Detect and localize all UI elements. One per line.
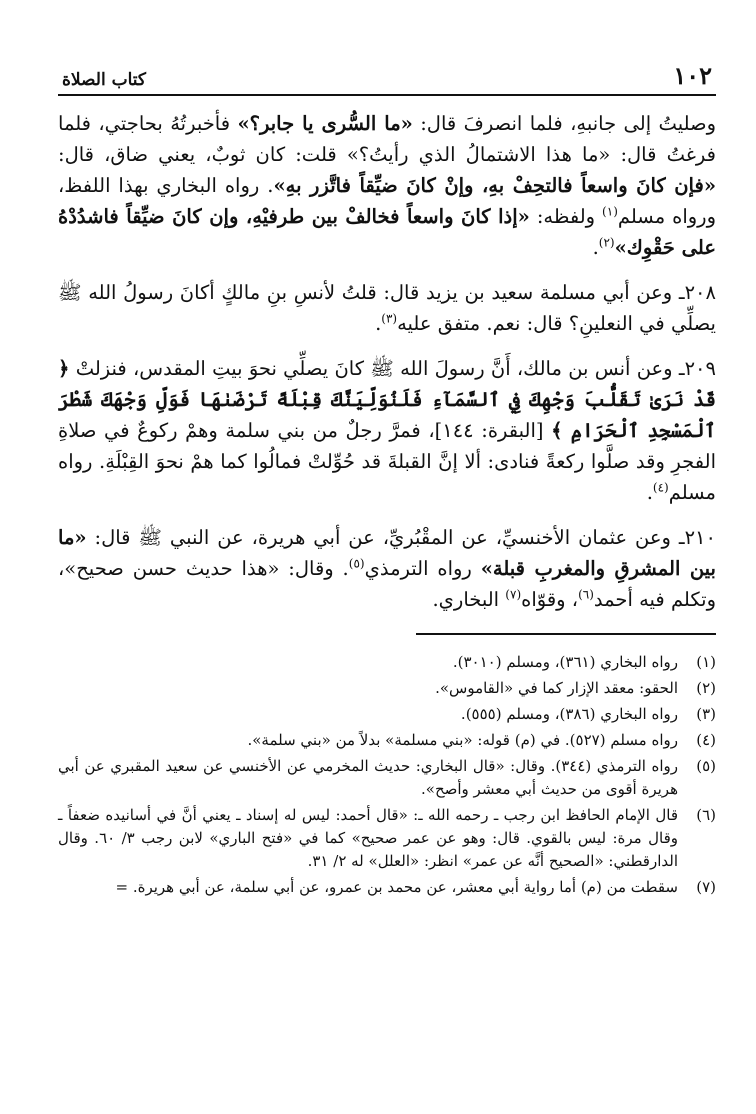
footnote-7: [58, 876, 716, 899]
text-segment: . رواه البخاري بهذا اللفظ، ورواه مسلم: [58, 174, 717, 228]
footnote-text: قال الإمام الحافظ ابن رجب ـ رحمه الله ـ: «قال أحمد: ليس له إسناد ـ يعني أنَّ في أسانيده ضعفاً ـ وقال مرة: ليس بالقوي. قال: وهو عن عمر صحيح» كما في «فتح الباري» لابن رجب ٣/ ٦٠. وقال الدارقطني: «الصحيح أنَّه عن عمر» انظر: «العلل» له ٢/ ٣١.: [58, 806, 678, 870]
text-segment: .: [592, 236, 599, 259]
footnote-number: (١): [696, 653, 716, 671]
footnote-number: (٤): [696, 731, 716, 749]
footnote-4: [58, 729, 716, 752]
text-segment: فأخبرتُهُ بحاجتي، فلما فرغتُ قال: «ما هذا الاشتمالُ الذي رأيتُ؟» قلت: كان ثوبٌ، يعني ضاق، قال:: [58, 112, 716, 166]
footnote-text: رواه البخاري (٣٨٦)، ومسلم (٥٥٥).: [460, 705, 678, 723]
footnote-text: رواه البخاري (٣٦١)، ومسلم (٣٠١٠).: [452, 653, 678, 671]
text-segment: .: [646, 481, 653, 504]
footnote-number: (٢): [696, 679, 716, 697]
footnote-ref: (١): [602, 204, 618, 219]
footnote-ref: (٤): [652, 480, 669, 495]
text-segment: وصليتُ إلى جانبهِ، فلما انصرفَ قال:: [412, 112, 717, 135]
footnote-ref: (٦): [578, 587, 594, 602]
paragraph-hadith-210: [58, 522, 716, 615]
text-segment: رواه الترمذي: [364, 557, 481, 580]
footnote-ref: (٥): [348, 556, 365, 571]
text-segment: . وقال: «هذا حديث حسن صحيح»، وتكلم فيه أحمد: [58, 557, 716, 611]
footnote-5: [58, 755, 716, 801]
footnote-text: الحقو: معقد الإزار كما في «القاموس».: [435, 679, 678, 697]
text-segment: البخاري.: [432, 588, 506, 611]
text-segment: .: [375, 312, 382, 335]
paragraph-jabir-continuation: [58, 108, 716, 263]
page-number: ١٠٢: [673, 61, 712, 90]
footnote-number: (٧): [696, 878, 716, 896]
text-segment: ٢١٠ـ وعن عثمان الأخنسيِّ، عن المقْبُريِّ، عن أبي هريرة، عن النبي ﷺ قال:: [86, 526, 716, 549]
page: [58, 60, 716, 1090]
footnote-text: سقطت من (م) أما رواية أبي معشر، عن محمد بن عمرو، عن أبي سلمة، عن أبي هريرة. =: [115, 878, 678, 896]
footnote-number: (٣): [696, 705, 716, 723]
hadith-quote: «فإن كانَ واسعاً فالتحِفْ بهِ، وإنْ كانَ ضيِّقاً فاتَّزر بهِ»: [273, 174, 717, 197]
hadith-quote: «إذا كانَ واسعاً فخالفْ بين طرفيْهِ، وإن كانَ ضيِّقاً فاشدُدْهُ على حَقْوِك»: [58, 205, 716, 259]
footnote-ref: (٧): [505, 587, 522, 602]
footnote-number: (٥): [696, 757, 716, 775]
footnotes-divider: [416, 633, 716, 635]
page-header: [58, 60, 716, 96]
footnote-text: رواه الترمذي (٣٤٤). وقال: «قال البخاري: حديث المخرمي عن الأخنسي عن سعيد المقبري عن أبي هريرة أقوى من حديث أبي معشر وأصح».: [58, 757, 679, 798]
running-title: كتاب الصلاة: [62, 70, 147, 90]
quran-verse: ﴿ قَدْ نَرَىٰ تَقَلُّبَ وَجْهِكَ فِي ٱلسَّمَآءِ فَلَنُوَلِّيَنَّكَ قِبْلَةً تَرْضَىٰهَا فَوَلِّ وَجْهَكَ شَطْرَ ٱلْمَسْجِدِ ٱلْحَرَامِ ﴾: [58, 357, 716, 442]
hadith-quote: «ما بين المشرقِ والمغربِ قبلة»: [58, 526, 716, 580]
footnote-3: [58, 703, 716, 726]
footnote-text: رواه مسلم (٥٢٧). في (م) قوله: «بني مسلمة» بدلاً من «بني سلمة».: [247, 731, 678, 749]
footnotes: [58, 651, 716, 899]
paragraph-hadith-208: [58, 277, 716, 339]
text-segment: ٢٠٩ـ وعن أنس بن مالك، أَنَّ رسولَ الله ﷺ كانَ يصلِّي نحوَ بيتِ المقدس، فنزلتْ: [69, 357, 716, 380]
footnote-ref: (٣): [381, 311, 398, 326]
footnote-2: [58, 677, 716, 700]
text-segment: [البقرة: ١٤٤]، فمرَّ رجلٌ من بني سلمة وهمْ ركوعٌ في صلاةِ الفجرِ وقد صلَّوا ركعةً فنادى: ألا إنَّ القبلةَ قد حُوِّلتْ فمالُوا كما همْ نحوَ القِبْلَةِ. رواه مسلم: [58, 419, 716, 504]
footnote-6: [58, 804, 716, 873]
footnote-number: (٦): [696, 806, 716, 824]
text-segment: ولفظه:: [529, 205, 603, 228]
text-segment: ، وقوّاه: [521, 588, 579, 611]
text-segment: ٢٠٨ـ وعن أبي مسلمة سعيد بن يزيد قال: قلتُ لأنسِ بنِ مالكٍ أكانَ رسولُ الله ﷺ يصلِّي في النعلينِ؟ قال: نعم. متفق عليه: [58, 281, 716, 335]
footnote-1: [58, 651, 716, 674]
hadith-quote: «ما السُّرى يا جابر؟»: [237, 112, 413, 135]
footnote-ref: (٢): [598, 235, 615, 250]
main-text: [58, 108, 716, 615]
paragraph-hadith-209: [58, 353, 716, 508]
